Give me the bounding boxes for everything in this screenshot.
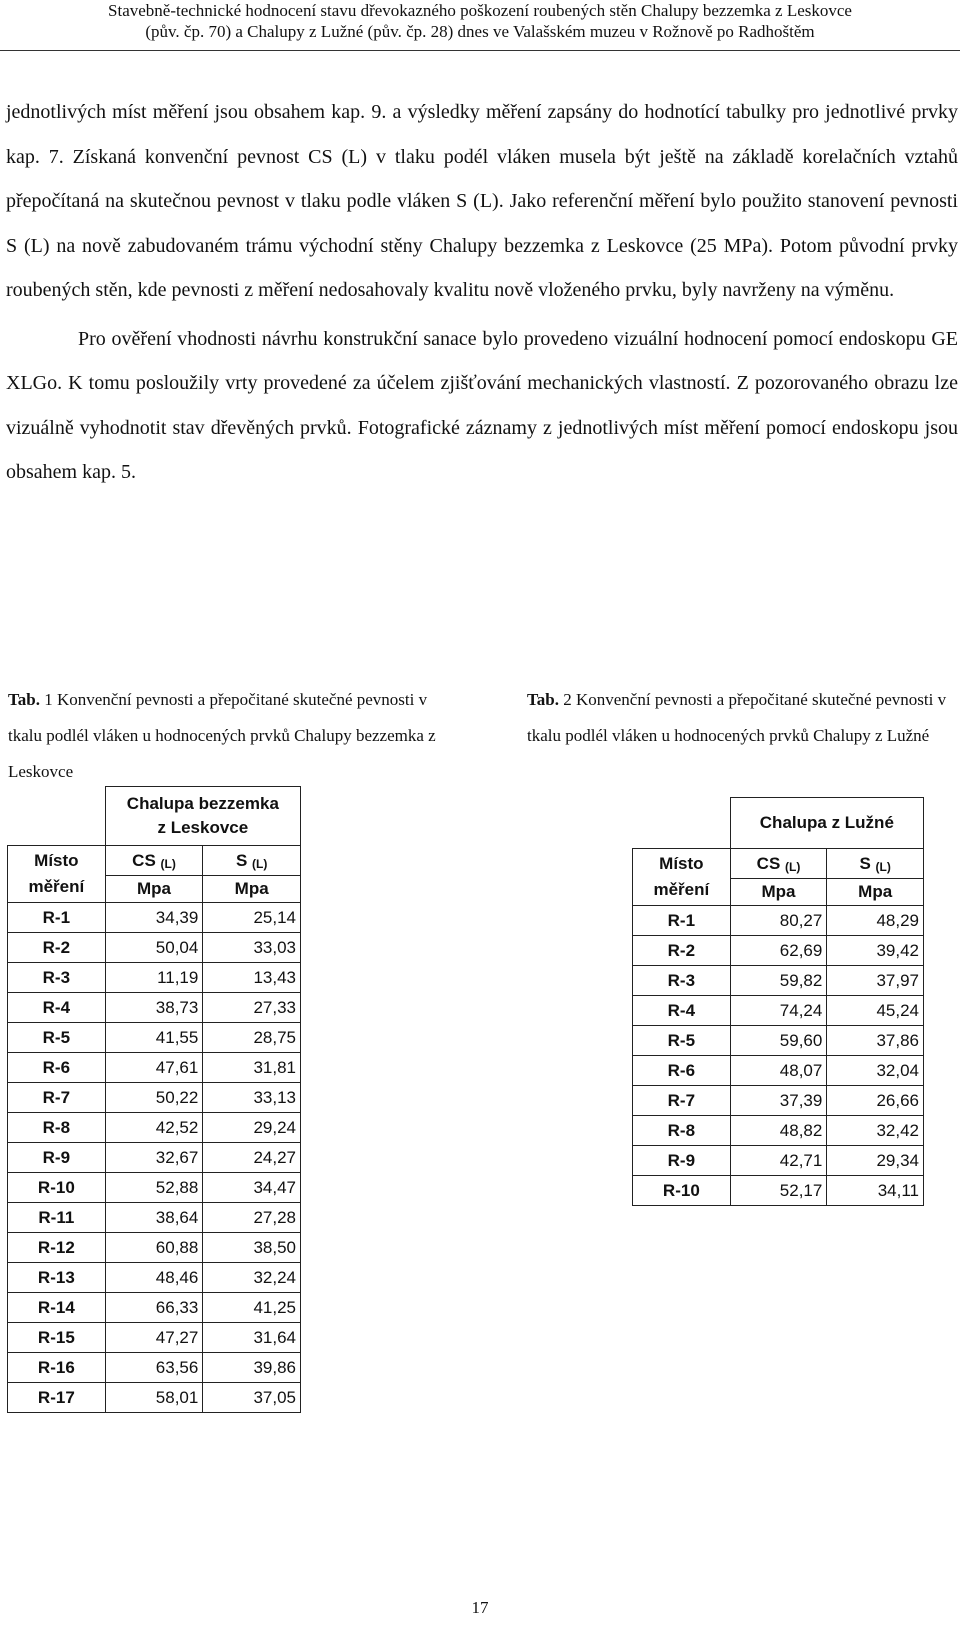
table-row xyxy=(633,1146,924,1176)
table-row xyxy=(633,1116,924,1146)
table-row xyxy=(633,966,924,996)
table-2-col-s-sub: (L) xyxy=(875,859,891,874)
s-value: 45,24 xyxy=(827,996,924,1026)
cs-value: 47,61 xyxy=(105,1053,203,1083)
s-value: 27,33 xyxy=(203,993,301,1023)
row-label: R-13 xyxy=(8,1263,106,1293)
s-value: 39,86 xyxy=(203,1353,301,1383)
table-1-caption-text: 1 Konvenční pevnosti a přepočitané skutečné pevnosti v tkalu podlél vláken u hodnocených prvků Chalupy bezzemka z Leskovce xyxy=(8,690,436,781)
row-label: R-7 xyxy=(633,1086,731,1116)
table-1-header-row xyxy=(8,846,301,876)
s-value: 26,66 xyxy=(827,1086,924,1116)
table-2-col-place xyxy=(633,849,731,906)
paragraph-2: Pro ověření vhodnosti návrhu konstrukční sanace bylo provedeno vizuální hodnocení pomocí endoskopu GE XLGo. K tomu posloužily vrty provedené za účelem zjišťování mechanických vlastností. Z pozorovaného obrazu lze vizuálně vyhodnotit stav dřevěných prvků. Fotografické záznamy z jednotlivých míst měření pomocí endoskopu jsou obsahem kap. 5. xyxy=(6,327,958,483)
cs-value: 41,55 xyxy=(105,1023,203,1053)
table-2-col-cs-label: CS xyxy=(756,853,781,873)
row-label: R-1 xyxy=(633,906,731,936)
table-row xyxy=(8,993,301,1023)
table-1-col-place xyxy=(8,846,106,903)
running-header-line-1: Stavebně-technické hodnocení stavu dřevokazného poškození roubených stěn Chalupy bezzemka z Leskovce xyxy=(108,1,852,20)
table-row xyxy=(633,1176,924,1206)
table-1-title-line-1: Chalupa bezzemka xyxy=(126,794,279,813)
row-label: R-3 xyxy=(8,963,106,993)
table-1-col-cs xyxy=(105,846,203,876)
cs-value: 34,39 xyxy=(105,903,203,933)
table-row xyxy=(8,1383,301,1413)
table-2-header-row xyxy=(633,849,924,879)
table-row xyxy=(8,1203,301,1233)
cs-value: 62,69 xyxy=(730,936,827,966)
table-2-caption-label: Tab. xyxy=(527,690,559,709)
page-number: 17 xyxy=(471,1598,489,1617)
table-leskovec xyxy=(7,786,301,1413)
row-label: R-5 xyxy=(633,1026,731,1056)
table-1-unit-s: Mpa xyxy=(203,876,301,903)
table-2-title: Chalupa z Lužné xyxy=(730,798,923,849)
table-2-unit-s: Mpa xyxy=(827,879,924,906)
cs-value: 48,46 xyxy=(105,1263,203,1293)
row-label: R-10 xyxy=(8,1173,106,1203)
table-row xyxy=(8,1053,301,1083)
table-luzna xyxy=(632,797,924,1206)
table-1-col-cs-sub: (L) xyxy=(160,856,176,871)
row-label: R-9 xyxy=(633,1146,731,1176)
cs-value: 47,27 xyxy=(105,1323,203,1353)
cs-value: 38,73 xyxy=(105,993,203,1023)
table-2-col-place-line-2: měření xyxy=(653,880,710,899)
table-1-caption xyxy=(8,682,438,790)
cs-value: 11,19 xyxy=(105,963,203,993)
row-label: R-8 xyxy=(633,1116,731,1146)
cs-value: 80,27 xyxy=(730,906,827,936)
cs-value: 32,67 xyxy=(105,1143,203,1173)
s-value: 33,03 xyxy=(203,933,301,963)
s-value: 48,29 xyxy=(827,906,924,936)
cs-value: 48,82 xyxy=(730,1116,827,1146)
row-label: R-6 xyxy=(8,1053,106,1083)
table-1-col-s-sub: (L) xyxy=(252,856,268,871)
s-value: 25,14 xyxy=(203,903,301,933)
row-label: R-12 xyxy=(8,1233,106,1263)
cs-value: 42,71 xyxy=(730,1146,827,1176)
table-1-unit-cs: Mpa xyxy=(105,876,203,903)
cs-value: 58,01 xyxy=(105,1383,203,1413)
row-label: R-17 xyxy=(8,1383,106,1413)
table-row xyxy=(8,1143,301,1173)
row-label: R-10 xyxy=(633,1176,731,1206)
row-label: R-9 xyxy=(8,1143,106,1173)
s-value: 33,13 xyxy=(203,1083,301,1113)
cs-value: 50,04 xyxy=(105,933,203,963)
table-row xyxy=(633,1056,924,1086)
table-2-col-s-label: S xyxy=(859,853,871,873)
table-1-title xyxy=(105,787,300,846)
table-row xyxy=(8,1353,301,1383)
s-value: 37,05 xyxy=(203,1383,301,1413)
s-value: 29,24 xyxy=(203,1113,301,1143)
s-value: 39,42 xyxy=(827,936,924,966)
table-1-col-s xyxy=(203,846,301,876)
table-1-col-s-label: S xyxy=(235,850,248,870)
row-label: R-2 xyxy=(633,936,731,966)
s-value: 32,42 xyxy=(827,1116,924,1146)
table-2-corner xyxy=(633,798,731,849)
table-row xyxy=(633,1026,924,1056)
table-row xyxy=(8,1083,301,1113)
row-label: R-8 xyxy=(8,1113,106,1143)
s-value: 37,86 xyxy=(827,1026,924,1056)
row-label: R-4 xyxy=(633,996,731,1026)
s-value: 34,47 xyxy=(203,1173,301,1203)
table-row xyxy=(8,1233,301,1263)
table-row xyxy=(633,996,924,1026)
s-value: 27,28 xyxy=(203,1203,301,1233)
running-header-line-2: (pův. čp. 70) a Chalupy z Lužné (pův. čp. 28) dnes ve Valašském muzeu v Rožnově po Radhoštěm xyxy=(145,22,815,41)
table-row xyxy=(8,1023,301,1053)
table-2-unit-cs: Mpa xyxy=(730,879,827,906)
row-label: R-11 xyxy=(8,1203,106,1233)
s-value: 28,75 xyxy=(203,1023,301,1053)
cs-value: 74,24 xyxy=(730,996,827,1026)
table-row xyxy=(8,1113,301,1143)
s-value: 13,43 xyxy=(203,963,301,993)
paragraph-1: jednotlivých míst měření jsou obsahem kap. 9. a výsledky měření zapsány do hodnotící tabulky pro jednotlivé prvky kap. 7. Získaná konvenční pevnost CS (L) v tlaku podél vláken musela být ještě na základě korelačních vztahů přepočítaná na skutečnou pevnost v tlaku podle vláken S (L). Jako referenční měření bylo použito stanovení pevnosti S (L) na nově zabudovaném trámu východní stěny Chalupy bezzemka z Leskovce (25 MPa). Potom původní prvky roubených stěn, kde pevnosti z měření nedosahovaly kvalitu nově vloženého prvku, byly navrženy na výměnu. xyxy=(6,101,958,301)
cs-value: 37,39 xyxy=(730,1086,827,1116)
s-value: 31,64 xyxy=(203,1323,301,1353)
table-2-col-cs xyxy=(730,849,827,879)
table-1-body xyxy=(8,903,301,1413)
table-1-col-place-line-1: Místo xyxy=(34,851,79,870)
cs-value: 60,88 xyxy=(105,1233,203,1263)
header-rule xyxy=(0,50,960,51)
s-value: 34,11 xyxy=(827,1176,924,1206)
table-1-title-row xyxy=(8,787,301,846)
table-1-col-cs-label: CS xyxy=(132,850,156,870)
row-label: R-6 xyxy=(633,1056,731,1086)
cs-value: 38,64 xyxy=(105,1203,203,1233)
row-label: R-3 xyxy=(633,966,731,996)
s-value: 32,24 xyxy=(203,1263,301,1293)
cs-value: 50,22 xyxy=(105,1083,203,1113)
body-text xyxy=(6,90,958,495)
table-2-col-place-line-1: Místo xyxy=(659,854,704,873)
table-1-title-line-2: z Leskovce xyxy=(157,818,249,837)
table-2-title-row xyxy=(633,798,924,849)
table-1-col-place-line-2: měření xyxy=(28,877,85,896)
table-2-col-s xyxy=(827,849,924,879)
table-2-body xyxy=(633,906,924,1206)
s-value: 24,27 xyxy=(203,1143,301,1173)
table-2-caption xyxy=(527,682,957,754)
table-2-caption-text: 2 Konvenční pevnosti a přepočitané skutečné pevnosti v tkalu podlél vláken u hodnocených prvků Chalupy z Lužné xyxy=(527,690,947,745)
row-label: R-4 xyxy=(8,993,106,1023)
cs-value: 59,60 xyxy=(730,1026,827,1056)
cs-value: 48,07 xyxy=(730,1056,827,1086)
row-label: R-5 xyxy=(8,1023,106,1053)
table-row xyxy=(8,1173,301,1203)
table-row xyxy=(8,903,301,933)
table-row xyxy=(633,906,924,936)
cs-value: 66,33 xyxy=(105,1293,203,1323)
table-row xyxy=(633,1086,924,1116)
table-row xyxy=(8,1263,301,1293)
s-value: 32,04 xyxy=(827,1056,924,1086)
row-label: R-16 xyxy=(8,1353,106,1383)
row-label: R-14 xyxy=(8,1293,106,1323)
s-value: 37,97 xyxy=(827,966,924,996)
cs-value: 59,82 xyxy=(730,966,827,996)
table-row xyxy=(8,1323,301,1353)
s-value: 38,50 xyxy=(203,1233,301,1263)
cs-value: 42,52 xyxy=(105,1113,203,1143)
row-label: R-1 xyxy=(8,903,106,933)
s-value: 41,25 xyxy=(203,1293,301,1323)
row-label: R-7 xyxy=(8,1083,106,1113)
table-row xyxy=(8,1293,301,1323)
row-label: R-15 xyxy=(8,1323,106,1353)
table-1-caption-label: Tab. xyxy=(8,690,40,709)
row-label: R-2 xyxy=(8,933,106,963)
s-value: 29,34 xyxy=(827,1146,924,1176)
table-1-corner xyxy=(8,787,106,846)
cs-value: 63,56 xyxy=(105,1353,203,1383)
table-2-col-cs-sub: (L) xyxy=(785,859,801,874)
cs-value: 52,17 xyxy=(730,1176,827,1206)
cs-value: 52,88 xyxy=(105,1173,203,1203)
table-row xyxy=(633,936,924,966)
table-row xyxy=(8,933,301,963)
table-row xyxy=(8,963,301,993)
s-value: 31,81 xyxy=(203,1053,301,1083)
